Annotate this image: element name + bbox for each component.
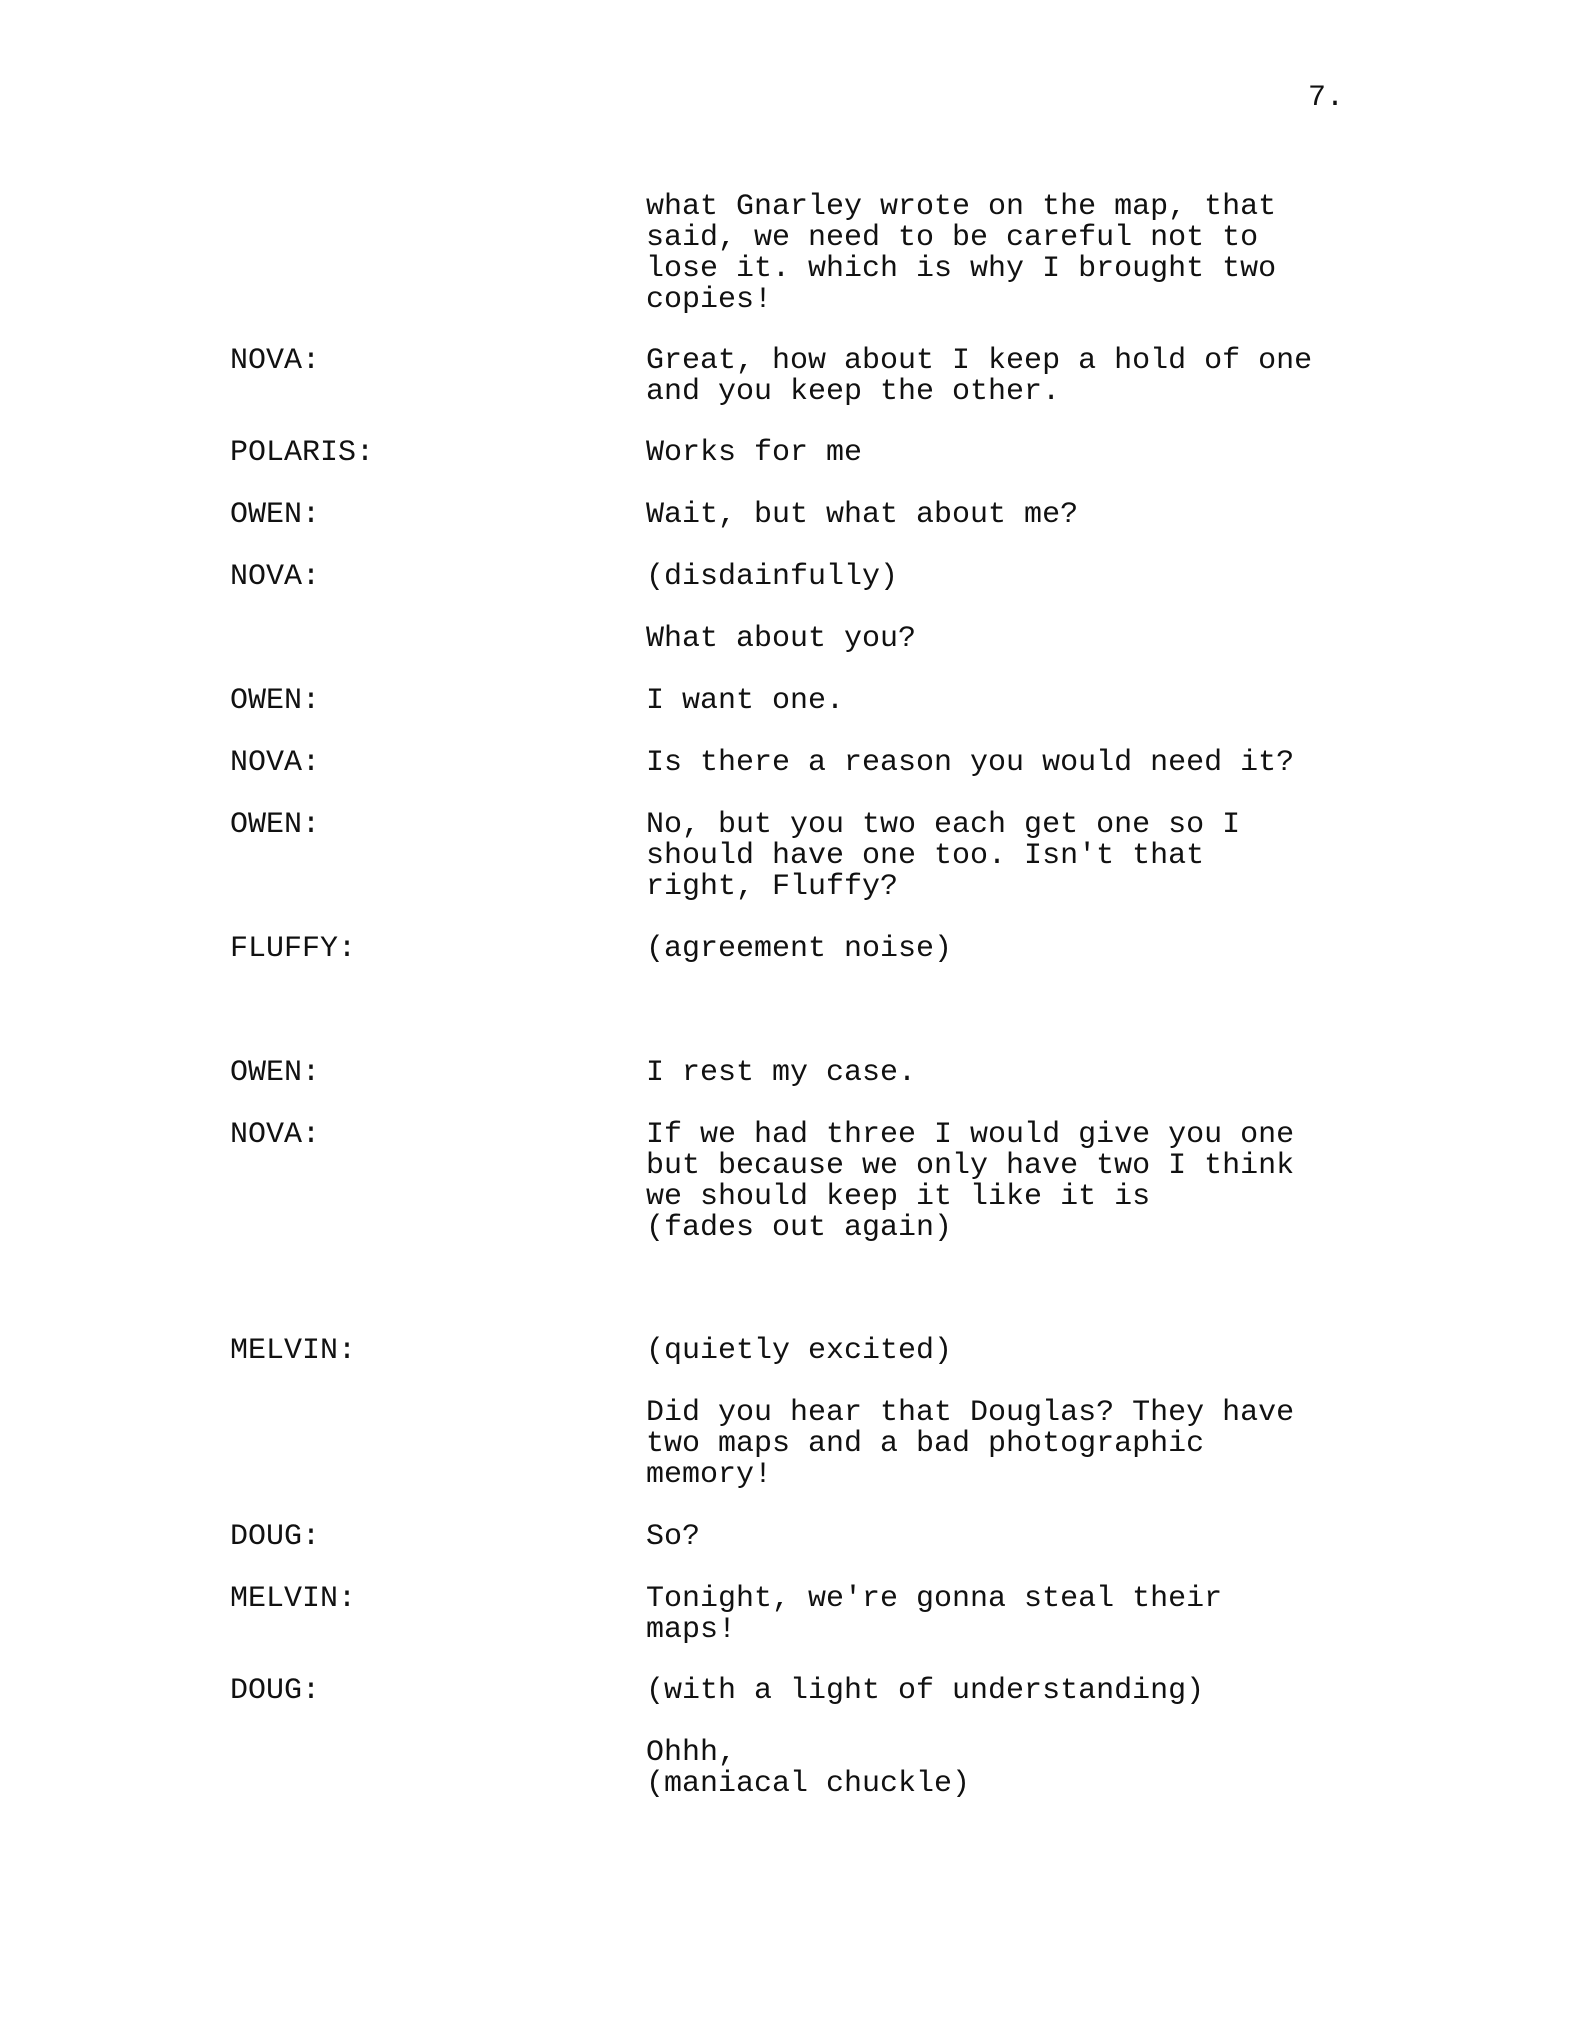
character-name: OWEN: [230,684,321,718]
character-name: POLARIS: [230,436,375,470]
dialogue-text: I rest my case. [646,1056,917,1090]
character-name: DOUG: [230,1674,321,1708]
dialogue-text: Did you hear that Douglas? They have two maps and a bad photographic memory! [646,1396,1295,1492]
dialogue-text: So? [646,1520,701,1554]
character-name: OWEN: [230,808,321,842]
dialogue-text: What about you? [646,622,917,656]
dialogue-text: No, but you two each get one so I should have one too. Isn't that right, Fluffy? [646,808,1241,904]
character-name: NOVA: [230,560,321,594]
character-name: NOVA: [230,746,321,780]
dialogue-text: If we had three I would give you one but because we only have two I think we should keep it like it is (fades out again) [646,1118,1295,1245]
parenthetical: (with a light of understanding) [646,1674,1205,1708]
dialogue-text: Great, how about I keep a hold of one and you keep the other. [646,344,1313,409]
parenthetical: (quietly excited) [646,1334,953,1368]
character-name: DOUG: [230,1520,321,1554]
dialogue-text: Wait, but what about me? [646,498,1079,532]
character-name: OWEN: [230,498,321,532]
page-number: 7. [1308,81,1345,115]
dialogue-text: Tonight, we're gonna steal their maps! [646,1582,1223,1647]
parenthetical: (agreement noise) [646,932,953,966]
dialogue-text: Works for me [646,436,863,470]
dialogue-text: Is there a reason you would need it? [646,746,1295,780]
character-name: FLUFFY: [230,932,357,966]
character-name: NOVA: [230,344,321,378]
character-name: MELVIN: [230,1582,357,1616]
character-name: NOVA: [230,1118,321,1152]
character-name: MELVIN: [230,1334,357,1368]
character-name: OWEN: [230,1056,321,1090]
dialogue-text: I want one. [646,684,845,718]
parenthetical: (disdainfully) [646,560,899,594]
dialogue-text: Ohhh, (maniacal chuckle) [646,1736,971,1801]
dialogue-text: what Gnarley wrote on the map, that said, we need to be careful not to lose it. which is why I brought two copies! [646,190,1277,317]
